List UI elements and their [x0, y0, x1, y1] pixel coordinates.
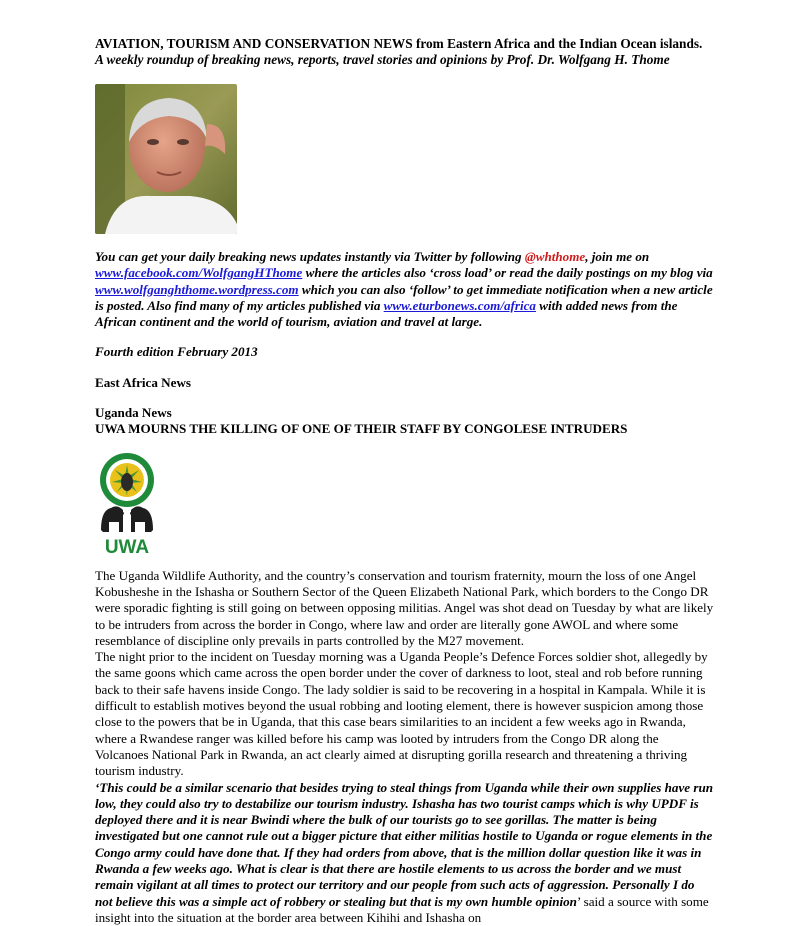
intro-text-4: which you can also ‘follow’ to get immediate notification when a new article is posted. Also find many of my articles published via: [95, 281, 713, 313]
article-headline: UWA MOURNS THE KILLING OF ONE OF THEIR STAFF BY CONGOLESE INTRUDERS: [95, 421, 628, 437]
eturbonews-link[interactable]: www.eturbonews.com/africa: [383, 297, 536, 313]
article-quote-paragraph: [95, 780, 715, 926]
uwa-logo-text: UWA: [104, 536, 150, 556]
article-quote: ‘This could be a similar scenario that besides trying to steal things from Uganda while their own supplies have run low, they could also try to destabilize our tourism industry. Ishasha has two tourist camps which is why UPDF is deployed there and it is near Bwindi where the bulk of our tourists go to see gorillas. The matter is being investigated but one cannot rule out a bigger picture that either militias hostile to Uganda or rogue elements in the Congo army could have done that. If they had orders from above, that is the million dollar question like it was in Rwanda a few weeks ago. What is clear is that there are hostile elements to us across the border and we must remain vigilant at all times to protect our territory and our people from such acts of aggression. Personally I do not believe this was a simple act of robbery or stealing but that is my own humble opinion: [95, 779, 714, 909]
intro-text-3: where the articles also ‘cross load’ or read the daily postings on my blog via: [302, 265, 713, 281]
newsletter-title: AVIATION, TOURISM AND CONSERVATION NEWS from Eastern Africa and the Indian Ocean islands.: [95, 36, 703, 51]
intro-text-2: , join me on: [585, 249, 650, 264]
twitter-handle-link[interactable]: @whthome: [524, 249, 586, 264]
article-paragraph-1: The Uganda Wildlife Authority, and the country’s conservation and tourism fraternity, mourn the loss of one Angel Kobusheshe in the Ishasha or Southern Sector of the Queen Elizabeth National Park, which borders to the Congo DR were sporadic fighting is still going on between opposing militias. Angel was shot dead on Tuesday by what are likely to be intruders from across the border in Congo, where law and order are literally gone AWOL and where some resemblance of discipline only prevails in parts controlled by the M27 movement.: [95, 567, 714, 648]
intro-paragraph: [95, 249, 715, 330]
article-paragraph-2: The night prior to the incident on Tuesday morning was a Uganda People’s Defence Forces soldier shot, allegedly by the same goons which came across the open border under the cover of darkness to loot, steal and rob before running back to their safe havens inside Congo. The lady soldier is said to be recovering in a hospital in Kampala. While it is difficult to establish motives beyond the usual robbing and looting element, there is however suspicion among those close to the powers that be in Uganda, that this case bears similarities to an incident a few weeks ago in Rwanda, where a Rwandese ranger was killed before his camp was looted by intruders from the Congo DR along the Volcanoes National Park in Rwanda, an act clearly aimed at disrupting gorilla research and threatening a thriving tourism industry.: [95, 649, 708, 779]
author-photo: [95, 84, 237, 234]
article-quote-attribution: ’ said a source with some insight into the situation at the border area between Kihihi and Ishasha on: [95, 893, 709, 925]
intro-text-5: with added news from the African continent and the world of tourism, aviation and travel at large.: [95, 297, 678, 330]
facebook-link[interactable]: www.facebook.com/WolfgangHThome: [95, 265, 303, 281]
intro-text-1: You can get your daily breaking news updates instantly via Twitter by following: [95, 249, 525, 264]
newsletter-subtitle: A weekly roundup of breaking news, reports, travel stories and opinions by Prof. Dr. Wolfgang H. Thome: [95, 52, 670, 67]
uwa-logo: [95, 452, 159, 556]
blog-link[interactable]: www.wolfganghthome.wordpress.com: [95, 281, 299, 297]
document-page: [95, 36, 715, 926]
country-heading: Uganda News: [95, 405, 172, 421]
edition-line: Fourth edition February 2013: [95, 344, 258, 360]
section-heading: East Africa News: [95, 374, 192, 390]
